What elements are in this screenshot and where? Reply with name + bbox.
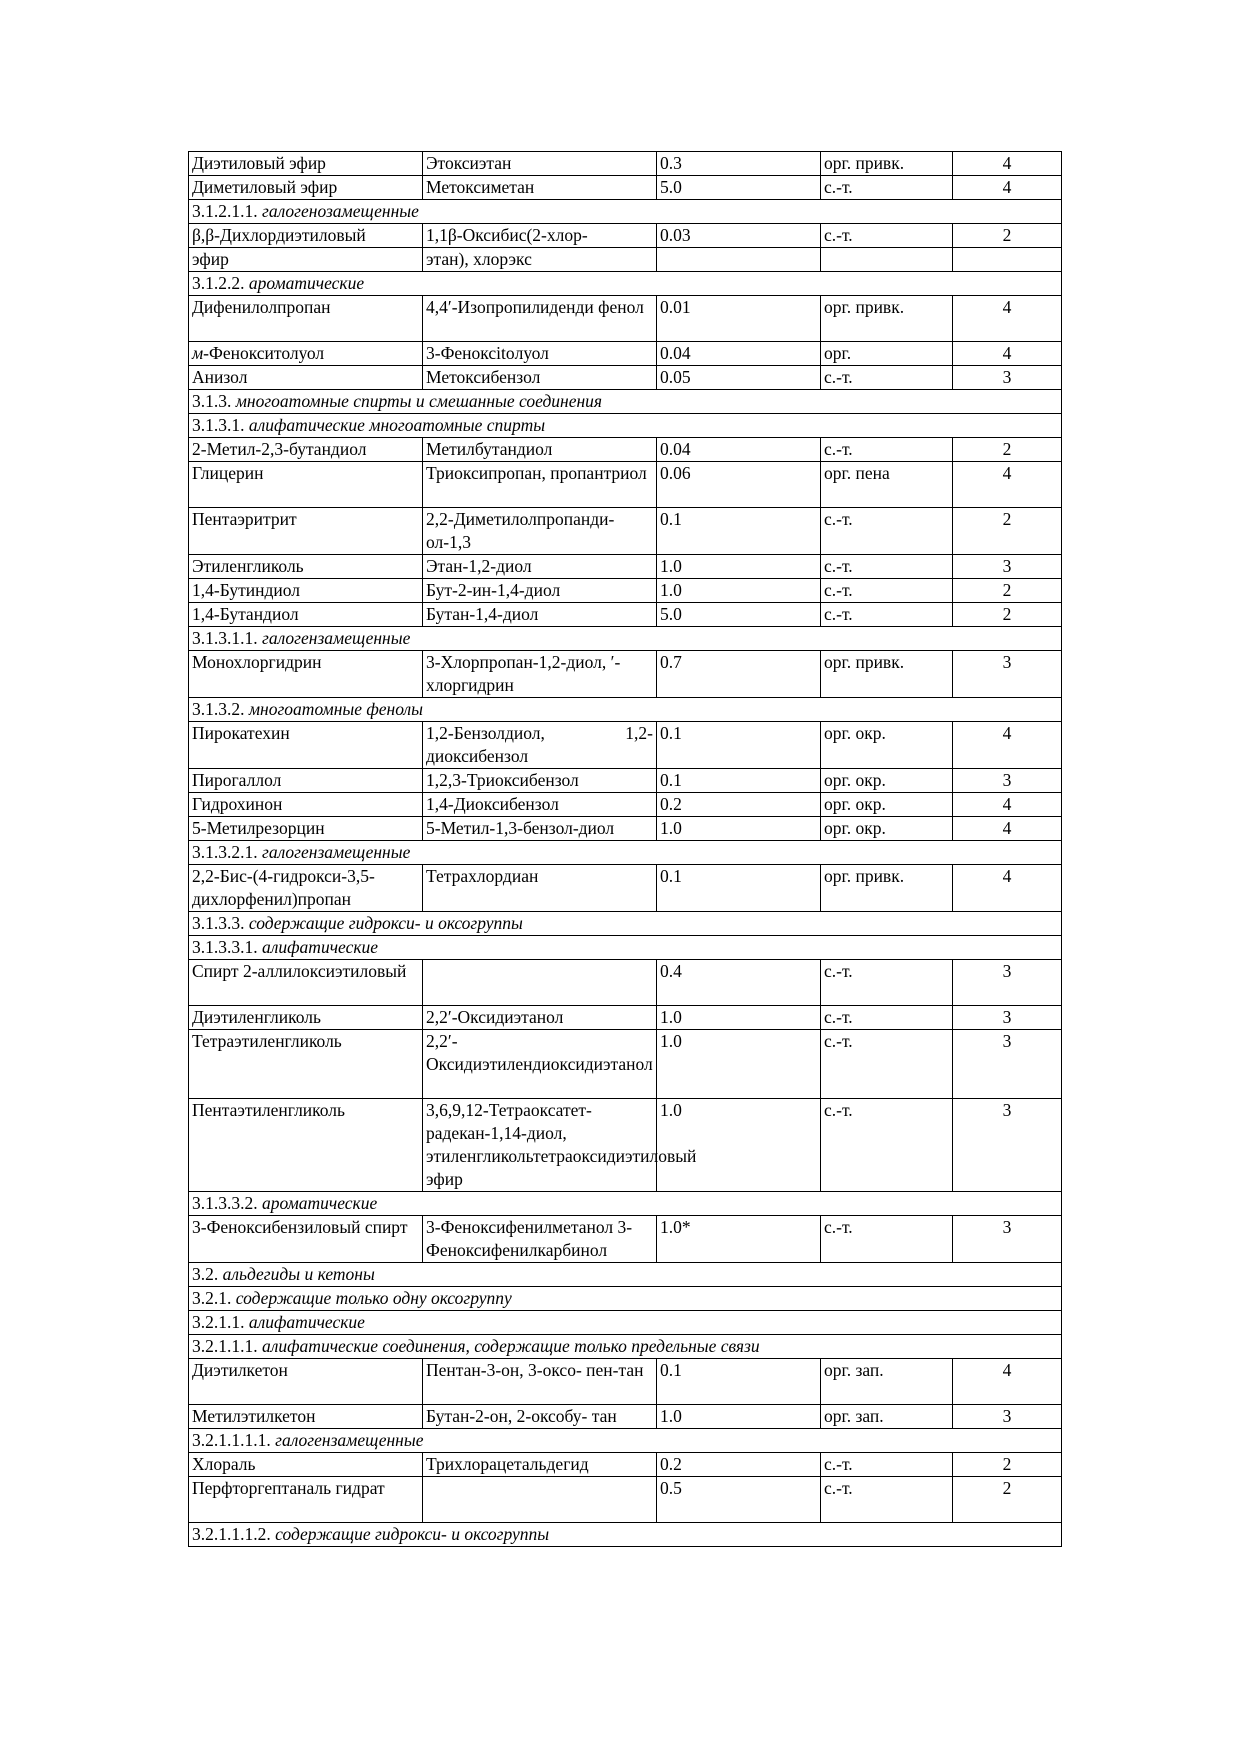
substance-synonym: 1,2,3-Триоксибензол xyxy=(423,769,657,793)
hazard-class: 4 xyxy=(953,296,1062,342)
section-heading xyxy=(189,1192,1062,1216)
section-row xyxy=(189,1429,1062,1453)
section-title: ароматические xyxy=(248,273,365,293)
substance-synonym: Трихлорацетальдегид xyxy=(423,1453,657,1477)
harm-sign: с.-т. xyxy=(821,1030,953,1099)
substance-synonym: Бутан-1,4-диол xyxy=(423,603,657,627)
table-row xyxy=(189,1453,1062,1477)
limit-value: 0.1 xyxy=(657,508,821,555)
substance-name: 2-Метил-2,3-бутандиол xyxy=(189,438,423,462)
hazard-class xyxy=(953,248,1062,272)
section-heading xyxy=(189,414,1062,438)
harm-sign: орг. привк. xyxy=(821,152,953,176)
section-title: алифатические xyxy=(248,1312,365,1332)
limit-value: 0.03 xyxy=(657,224,821,248)
harm-sign: с.-т. xyxy=(821,366,953,390)
section-number: 3.1.3.3.1. xyxy=(192,937,262,957)
substance-name: 3-Феноксибензиловый спирт xyxy=(189,1216,423,1263)
limit-value: 0.2 xyxy=(657,1453,821,1477)
table-row xyxy=(189,865,1062,912)
limit-value: 1.0 xyxy=(657,1405,821,1429)
hazard-class: 2 xyxy=(953,438,1062,462)
section-row xyxy=(189,936,1062,960)
substance-synonym: 2,2-Диметилолпропанди-ол-1,3 xyxy=(423,508,657,555)
substance-name: Глицерин xyxy=(189,462,423,508)
section-number: 3.1.2.1.1. xyxy=(192,201,262,221)
substance-name: Пентаэтиленгликоль xyxy=(189,1099,423,1192)
harm-sign: с.-т. xyxy=(821,960,953,1006)
substance-name: Диэтилкетон xyxy=(189,1359,423,1405)
hazard-class: 3 xyxy=(953,366,1062,390)
substance-synonym: Пентан-3-он, 3-оксо- пен-тан xyxy=(423,1359,657,1405)
section-row xyxy=(189,272,1062,296)
substance-synonym: 3-Феноксифенилметанол 3-Феноксифенилкарбинол xyxy=(423,1216,657,1263)
section-row xyxy=(189,1311,1062,1335)
table-row xyxy=(189,1099,1062,1192)
hazard-class: 3 xyxy=(953,1405,1062,1429)
substance-synonym: 3,6,9,12-Тетраоксатет-радекан-1,14-диол, этиленгликольтетраоксидиэтиловый эфир xyxy=(423,1099,657,1192)
substance-name: Этиленгликоль xyxy=(189,555,423,579)
substance-name: Пентаэритрит xyxy=(189,508,423,555)
substance-name: Спирт 2-аллилоксиэтиловый xyxy=(189,960,423,1006)
section-number: 3.2.1.1.1.2. xyxy=(192,1524,276,1544)
substance-synonym: 3-Хлорпропан-1,2-диол, ′-хлоргидрин xyxy=(423,651,657,698)
table-row xyxy=(189,1030,1062,1099)
table-row xyxy=(189,769,1062,793)
table-row xyxy=(189,651,1062,698)
table-row xyxy=(189,342,1062,366)
limit-value: 5.0 xyxy=(657,603,821,627)
limit-value: 0.7 xyxy=(657,651,821,698)
table-row xyxy=(189,438,1062,462)
harm-sign: орг. привк. xyxy=(821,865,953,912)
section-number: 3.2.1. xyxy=(192,1288,236,1308)
hazard-class: 4 xyxy=(953,817,1062,841)
hazard-class: 3 xyxy=(953,1216,1062,1263)
table-row xyxy=(189,793,1062,817)
harm-sign: с.-т. xyxy=(821,1099,953,1192)
limit-value: 0.1 xyxy=(657,1359,821,1405)
section-number: 3.2.1.1. xyxy=(192,1312,249,1332)
limit-value: 0.3 xyxy=(657,152,821,176)
section-number: 3.2. xyxy=(192,1264,223,1284)
section-row xyxy=(189,414,1062,438)
section-number: 3.1.3.2. xyxy=(192,699,249,719)
section-title: алифатические xyxy=(262,937,379,957)
harm-sign: орг. xyxy=(821,342,953,366)
substance-synonym: Тетрахлордиан xyxy=(423,865,657,912)
hazard-class: 4 xyxy=(953,722,1062,769)
hazard-class: 3 xyxy=(953,1030,1062,1099)
harm-sign: с.-т. xyxy=(821,176,953,200)
harm-sign: орг. окр. xyxy=(821,817,953,841)
substance-synonym: Бут-2-ин-1,4-диол xyxy=(423,579,657,603)
section-title: галогензамещенные xyxy=(262,628,411,648)
hazard-class: 3 xyxy=(953,1099,1062,1192)
substance-synonym: Метилбутандиол xyxy=(423,438,657,462)
substance-name: Диметиловый эфир xyxy=(189,176,423,200)
table-row xyxy=(189,366,1062,390)
substance-synonym: 1,2-Бензолдиол, 1,2-диоксибензол xyxy=(423,722,657,769)
substance-synonym: 1,1β-Оксибис(2-хлор- xyxy=(423,224,657,248)
substance-name: м-Фенокситолуол xyxy=(189,342,423,366)
substance-synonym: 3-Феноксitoлуол xyxy=(423,342,657,366)
section-number: 3.1.3.1. xyxy=(192,415,249,435)
section-row xyxy=(189,1335,1062,1359)
harm-sign: орг. зап. xyxy=(821,1405,953,1429)
section-row xyxy=(189,912,1062,936)
substance-synonym: 5-Метил-1,3-бензол-диол xyxy=(423,817,657,841)
substance-synonym xyxy=(423,960,657,1006)
section-title: альдегиды и кетоны xyxy=(222,1264,375,1284)
limit-value: 0.05 xyxy=(657,366,821,390)
section-row xyxy=(189,1287,1062,1311)
table-row xyxy=(189,176,1062,200)
table-row xyxy=(189,603,1062,627)
substance-synonym xyxy=(423,1477,657,1523)
section-heading xyxy=(189,627,1062,651)
limit-value: 1.0 xyxy=(657,1099,821,1192)
substance-name: Диэтиловый эфир xyxy=(189,152,423,176)
hazard-class: 3 xyxy=(953,555,1062,579)
section-heading xyxy=(189,1311,1062,1335)
table-row xyxy=(189,508,1062,555)
harm-sign: орг. пена xyxy=(821,462,953,508)
section-heading xyxy=(189,200,1062,224)
substances-table xyxy=(188,151,1062,1547)
table-row xyxy=(189,1405,1062,1429)
section-heading xyxy=(189,1335,1062,1359)
table-row xyxy=(189,1359,1062,1405)
harm-sign: орг. привк. xyxy=(821,651,953,698)
table-row xyxy=(189,1216,1062,1263)
table-row xyxy=(189,248,1062,272)
limit-value: 0.1 xyxy=(657,722,821,769)
section-number: 3.1.3. xyxy=(192,391,236,411)
table-row xyxy=(189,1477,1062,1523)
limit-value: 1.0 xyxy=(657,555,821,579)
limit-value: 5.0 xyxy=(657,176,821,200)
hazard-class: 3 xyxy=(953,651,1062,698)
substance-name: Хлораль xyxy=(189,1453,423,1477)
hazard-class: 3 xyxy=(953,769,1062,793)
substance-synonym: Этоксиэтан xyxy=(423,152,657,176)
substance-name: Дифенилолпропан xyxy=(189,296,423,342)
substance-synonym: Метоксибензол xyxy=(423,366,657,390)
limit-value: 0.06 xyxy=(657,462,821,508)
harm-sign: с.-т. xyxy=(821,555,953,579)
harm-sign: орг. окр. xyxy=(821,793,953,817)
section-row xyxy=(189,698,1062,722)
hazard-class: 4 xyxy=(953,176,1062,200)
section-number: 3.2.1.1.1. xyxy=(192,1336,262,1356)
hazard-class: 2 xyxy=(953,224,1062,248)
section-heading xyxy=(189,698,1062,722)
harm-sign: орг. привк. xyxy=(821,296,953,342)
substance-name: 1,4-Бутандиол xyxy=(189,603,423,627)
table-row xyxy=(189,224,1062,248)
harm-sign: с.-т. xyxy=(821,579,953,603)
limit-value: 1.0* xyxy=(657,1216,821,1263)
section-title: алифатические соединения, содержащие только предельные связи xyxy=(262,1336,760,1356)
limit-value: 0.1 xyxy=(657,769,821,793)
limit-value: 1.0 xyxy=(657,1006,821,1030)
table-row xyxy=(189,817,1062,841)
hazard-class: 2 xyxy=(953,1453,1062,1477)
substance-synonym: Этан-1,2-диол xyxy=(423,555,657,579)
substance-name: Метилэтилкетон xyxy=(189,1405,423,1429)
section-number: 3.1.3.2.1. xyxy=(192,842,262,862)
table-row xyxy=(189,152,1062,176)
substance-name: 1,4-Бутиндиол xyxy=(189,579,423,603)
section-title: галогензамещенные xyxy=(275,1430,424,1450)
substance-name: Перфторгептаналь гидрат xyxy=(189,1477,423,1523)
limit-value: 0.5 xyxy=(657,1477,821,1523)
substance-synonym: 4,4′-Изопропилиденди фенол xyxy=(423,296,657,342)
limit-value: 1.0 xyxy=(657,817,821,841)
section-heading xyxy=(189,1429,1062,1453)
section-number: 3.1.2.2. xyxy=(192,273,249,293)
harm-sign: с.-т. xyxy=(821,438,953,462)
section-number: 3.1.3.3.2. xyxy=(192,1193,262,1213)
substance-synonym: 1,4-Диоксибензол xyxy=(423,793,657,817)
section-title: содержащие гидрокси- и оксогруппы xyxy=(248,913,523,933)
limit-value: 0.4 xyxy=(657,960,821,1006)
hazard-class: 4 xyxy=(953,342,1062,366)
limit-value: 1.0 xyxy=(657,1030,821,1099)
document-page xyxy=(188,151,1061,1547)
hazard-class: 3 xyxy=(953,960,1062,1006)
limit-value: 0.1 xyxy=(657,865,821,912)
section-heading xyxy=(189,390,1062,414)
section-row xyxy=(189,200,1062,224)
section-row xyxy=(189,627,1062,651)
substance-name: Гидрохинон xyxy=(189,793,423,817)
table-row xyxy=(189,1006,1062,1030)
substance-name: β,β-Дихлордиэтиловый xyxy=(189,224,423,248)
substance-name: Анизол xyxy=(189,366,423,390)
hazard-class: 3 xyxy=(953,1006,1062,1030)
section-title: алифатические многоатомные спирты xyxy=(248,415,546,435)
harm-sign: с.-т. xyxy=(821,603,953,627)
section-number: 3.2.1.1.1.1. xyxy=(192,1430,276,1450)
hazard-class: 4 xyxy=(953,152,1062,176)
limit-value: 0.01 xyxy=(657,296,821,342)
table-row xyxy=(189,722,1062,769)
table-row xyxy=(189,555,1062,579)
limit-value: 0.04 xyxy=(657,438,821,462)
substance-name: Диэтиленгликоль xyxy=(189,1006,423,1030)
harm-sign: с.-т. xyxy=(821,1477,953,1523)
limit-value: 0.2 xyxy=(657,793,821,817)
section-row xyxy=(189,841,1062,865)
section-row xyxy=(189,390,1062,414)
hazard-class: 4 xyxy=(953,1359,1062,1405)
section-row xyxy=(189,1263,1062,1287)
hazard-class: 4 xyxy=(953,462,1062,508)
section-title: галогенозамещенные xyxy=(262,201,419,221)
hazard-class: 2 xyxy=(953,579,1062,603)
harm-sign: с.-т. xyxy=(821,1006,953,1030)
harm-sign: с.-т. xyxy=(821,508,953,555)
substance-synonym: Триоксипропан, пропантриол xyxy=(423,462,657,508)
substance-name: Пирокатехин xyxy=(189,722,423,769)
section-row xyxy=(189,1523,1062,1547)
harm-sign: с.-т. xyxy=(821,1453,953,1477)
section-title: содержащие только одну оксогруппу xyxy=(235,1288,512,1308)
limit-value: 1.0 xyxy=(657,579,821,603)
section-heading xyxy=(189,912,1062,936)
section-title: многоатомные спирты и смешанные соединения xyxy=(235,391,603,411)
harm-sign: орг. окр. xyxy=(821,722,953,769)
section-heading xyxy=(189,1263,1062,1287)
section-heading xyxy=(189,841,1062,865)
section-title: содержащие гидрокси- и оксогруппы xyxy=(275,1524,550,1544)
harm-sign: орг. зап. xyxy=(821,1359,953,1405)
substance-synonym: этан), хлорэкс xyxy=(423,248,657,272)
hazard-class: 4 xyxy=(953,793,1062,817)
hazard-class: 2 xyxy=(953,508,1062,555)
harm-sign: орг. окр. xyxy=(821,769,953,793)
substance-synonym: 2,2′-Оксидиэтилендиоксидиэтанол xyxy=(423,1030,657,1099)
limit-value: 0.04 xyxy=(657,342,821,366)
substance-name: эфир xyxy=(189,248,423,272)
table-row xyxy=(189,579,1062,603)
substance-synonym: Метоксиметан xyxy=(423,176,657,200)
harm-sign: с.-т. xyxy=(821,1216,953,1263)
substance-name: Пирогаллол xyxy=(189,769,423,793)
section-heading xyxy=(189,272,1062,296)
table-row xyxy=(189,296,1062,342)
harm-sign xyxy=(821,248,953,272)
section-heading xyxy=(189,936,1062,960)
section-title: галогензамещенные xyxy=(262,842,411,862)
harm-sign: с.-т. xyxy=(821,224,953,248)
substance-name: 5-Метилрезорцин xyxy=(189,817,423,841)
section-number: 3.1.3.3. xyxy=(192,913,249,933)
limit-value xyxy=(657,248,821,272)
hazard-class: 2 xyxy=(953,603,1062,627)
section-number: 3.1.3.1.1. xyxy=(192,628,262,648)
section-row xyxy=(189,1192,1062,1216)
table-row xyxy=(189,462,1062,508)
section-heading xyxy=(189,1523,1062,1547)
section-title: ароматические xyxy=(262,1193,378,1213)
table-row xyxy=(189,960,1062,1006)
substance-name: Тетраэтиленгликоль xyxy=(189,1030,423,1099)
hazard-class: 4 xyxy=(953,865,1062,912)
substance-name: Монохлоргидрин xyxy=(189,651,423,698)
substance-synonym: 2,2′-Оксидиэтанол xyxy=(423,1006,657,1030)
hazard-class: 2 xyxy=(953,1477,1062,1523)
substance-name: 2,2-Бис-(4-гидрокси-3,5-дихлорфенил)пропан xyxy=(189,865,423,912)
section-title: многоатомные фенолы xyxy=(248,699,424,719)
section-heading xyxy=(189,1287,1062,1311)
substance-synonym: Бутан-2-он, 2-оксобу- тан xyxy=(423,1405,657,1429)
